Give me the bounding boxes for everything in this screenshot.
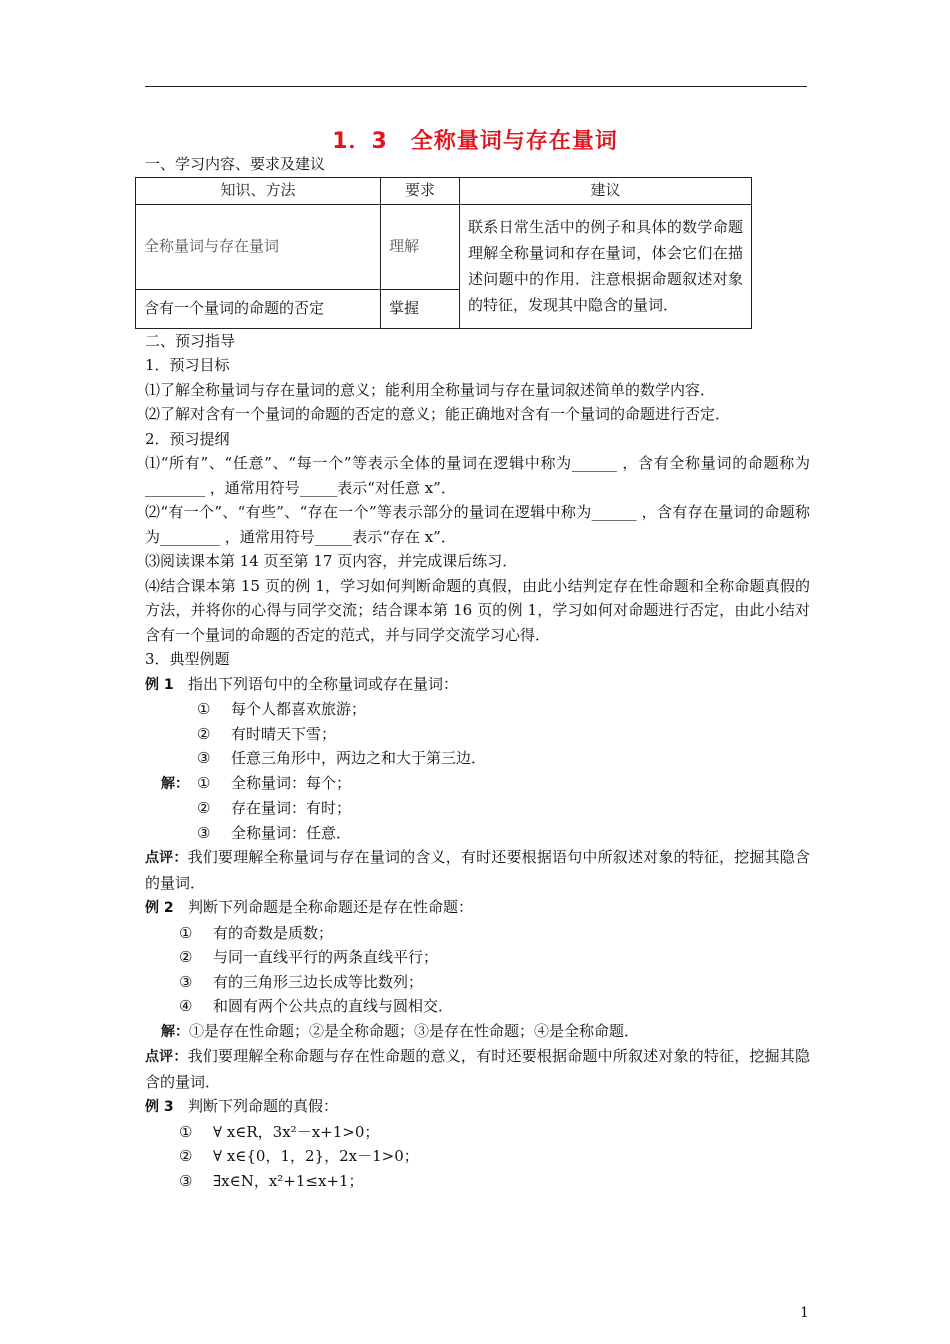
solution-item: 解： ① 全称量词：每个； (161, 773, 352, 792)
example-item: ④ 和圆有两个公共点的直线与圆相交． (179, 997, 454, 1015)
example-text: 指出下列语句中的全称量词或存在量词： (187, 674, 458, 693)
table-header-cell: 要求 (381, 177, 460, 204)
page-title: 1．3 全称量词与存在量词 (332, 129, 618, 154)
example-label: 例 1 (145, 676, 174, 693)
outline-item: ⑶阅读课本第 14 页至第 17 页内容，并完成课后练习． (145, 552, 518, 570)
table-header-row (136, 177, 752, 204)
solution-text: 解：①是存在性命题；②是全称命题；③是存在性命题；④是全称命题． (161, 1021, 640, 1040)
table-header-cell: 建议 (460, 177, 752, 204)
example-comment: 点评：我们要理解全称命题与存在性命题的意义，有时还要根据命题中所叙述对象的特征，挖掘其隐含的量词． (145, 1047, 810, 1091)
goal-item: ⑴了解全称量词与存在量词的意义；能利用全称量词与存在量词叙述简单的数学内容． (145, 380, 716, 399)
solution-item: ② 存在量词：有时； (197, 799, 352, 817)
table-cell-requirement: 掌握 (381, 289, 460, 328)
example-2-prompt (145, 895, 810, 921)
outline-item: ⑵“有一个”、“有些”、“存在一个”等表示部分的量词在逻辑中称为______ ，含有存在量词的命题称为________ ，通常用符号_____表示“存在 x”． (145, 503, 810, 546)
table-row (136, 204, 752, 289)
example-1-prompt (145, 672, 810, 698)
example-text: 判断下列命题是全称命题还是存在性命题： (187, 898, 473, 916)
subsection-heading: 2．预习提纲 (145, 429, 230, 448)
solution-item: ③ 全称量词：任意． (197, 823, 352, 842)
example-label: 例 3 (145, 1099, 174, 1115)
table-header-cell: 知识、方法 (136, 177, 381, 204)
outline-item: ⑴“所有”、“任意”、“每一个”等表示全体的量词在逻辑中称为______ ，含有全称量词的命题称为________ ，通常用符号_____表示“对任意 x”． (145, 454, 810, 497)
example-item: ② ∀ x∈{0，1，2}，2x－1>0； (179, 1147, 419, 1165)
goal-item: ⑵了解对含有一个量词的命题的否定的意义；能正确地对含有一个量词的命题进行否定． (145, 405, 731, 423)
example-text: 判断下列命题的真假： (187, 1097, 338, 1115)
example-item: ① 每个人都喜欢旅游； (197, 700, 367, 718)
table-cell-advice: 联系日常生活中的例子和具体的数学命题理解全称量词和存在量词，体会它们在描述问题中的作用．注意根据命题叙述对象的特征，发现其中隐含的量词． (460, 204, 752, 328)
knowledge-table (135, 177, 752, 329)
example-item: ① 有的奇数是质数； (179, 923, 334, 942)
section-heading: 二、预习指导 (145, 331, 236, 350)
table-cell-requirement: 理解 (381, 204, 460, 289)
example-item: ③ 有的三角形三边长成等比数列； (179, 972, 424, 991)
header-rule (145, 86, 807, 87)
table-cell-knowledge: 含有一个量词的命题的否定 (136, 289, 381, 328)
table-cell-knowledge: 全称量词与存在量词 (136, 204, 381, 289)
example-item: ① ∀ x∈R，3x²－x+1>0； (179, 1122, 380, 1141)
section-heading: 一、学习内容、要求及建议 (145, 155, 326, 173)
outline-item: ⑷结合课本第 15 页的例 1，学习如何判断命题的真假，由此小结判定存在性命题和全称命题真假的方法，并将你的心得与同学交流；结合课本第 16 页的例 1，学习如何对命题进行否定，由此小结对含有一个量词的命题的否定的范式，并与同学交流学习心得． (145, 576, 810, 644)
page-number: 1 (800, 1305, 809, 1321)
example-label: 例 2 (145, 900, 174, 916)
subsection-heading: 3．典型例题 (145, 650, 230, 668)
subsection-heading: 1．预习目标 (145, 356, 230, 374)
example-item: ③ ∃x∈N，x²+1≤x+1； (179, 1171, 364, 1190)
example-item: ③ 任意三角形中，两边之和大于第三边． (197, 749, 487, 767)
example-3-prompt (145, 1094, 810, 1120)
example-item: ② 有时晴天下雪； (197, 724, 337, 743)
example-comment: 点评：我们要理解全称量词与存在量词的含义，有时还要根据语句中所叙述对象的特征，挖掘其隐含的量词． (145, 848, 810, 892)
example-item: ② 与同一直线平行的两条直线平行； (179, 948, 439, 966)
document-body (145, 152, 810, 1193)
